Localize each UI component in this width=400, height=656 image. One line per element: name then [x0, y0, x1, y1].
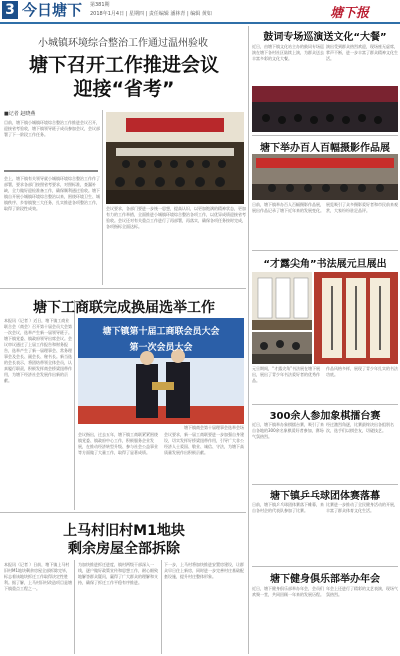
- section-rule: [252, 250, 398, 251]
- calligraphy-photo-left-illustration: [252, 272, 312, 330]
- article-headline: 上马村旧村M1地块: [63, 523, 185, 539]
- article-body: 会议要求，新一届工商联要进一步加强自身建设，切实发挥好桥梁纽带作用，引导广大非公经济人士爱国、敬业、诚信、守法，为塘下高质量发展作出积极贡献。: [164, 432, 244, 455]
- calligraphy-visitors-photo: [252, 332, 312, 364]
- section-rule: [252, 566, 398, 567]
- article-body: 下一步，上马村将加快推进安置房建设，让群众早日住上新房，同时进一步完善村庄基础配套设施，提升村庄整体形象。: [164, 562, 244, 579]
- issue-number: 第381期: [90, 2, 110, 8]
- section-rule: [0, 288, 246, 289]
- article-headline-2: 迎接“省考”: [73, 78, 175, 100]
- column-divider: [74, 300, 75, 510]
- article-body: 近日，由塘下镇文化站主办的鼓词专场巡演在塘下各村社区陆续上演，为群众送去丰富多彩的文化大餐。: [252, 44, 324, 61]
- article-body: 经过激烈角逐，比赛最终决出各组别名次，选手们以棋会友，切磋技艺。: [326, 422, 394, 433]
- article-headline: “才露尖角”书法展元旦展出: [263, 259, 387, 270]
- calligraphy-photo-right-illustration: [314, 272, 398, 364]
- election-photo: [78, 318, 244, 424]
- section-title: 今日塘下: [22, 1, 83, 19]
- calligraphy-photo-right: [314, 272, 398, 364]
- article-headline: 塘下健身俱乐部举办年会: [270, 574, 380, 585]
- calligraphy-photo-left: [252, 272, 312, 330]
- article-body: 会议要求，各部门要进一步统一思想，提高认识，以更加饱满的精神状态，更加有力的工作举措，全面推进小城镇环境综合整治各项工作，以优异成绩迎接省考验收。会议还对有关重点工作进行了再部署，再落实，确保各项任务按时完成，各项指标全面达标。: [106, 206, 246, 229]
- section-rule: [252, 404, 398, 405]
- article-headline-2: 剩余房屋全部拆除: [68, 541, 180, 557]
- article-body: 日前，塘下镇举办百人百幅摄影作品展，展出作品记录了塘下近年来的发展变化。: [252, 202, 324, 213]
- meeting-photo-illustration: [106, 112, 244, 204]
- column-divider: [161, 560, 162, 654]
- section-rule: [252, 135, 398, 136]
- separator: [4, 170, 98, 172]
- meeting-photo: [106, 112, 244, 204]
- article-body: 年会上还进行了精彩的文艺表演，现场气氛热烈。: [326, 586, 398, 597]
- exhibition-photo: [252, 154, 398, 200]
- article-body: 目前，塘下镇小城镇环境综合整治工作推进会议召开，迎接省考验收，塘下镇领导班子成员参加会议，会议部署了下一阶段工作任务。: [4, 120, 100, 137]
- edition-meta: 2018年1月4日 | 星期四 | 责任编辑 潘林青 | 编辑 黄如: [90, 11, 212, 17]
- performance-photo: [252, 86, 398, 132]
- page-number: 3: [2, 1, 18, 19]
- article-headline: 塘下工商联完成换届选举工作: [33, 300, 215, 316]
- column-divider: [102, 110, 103, 285]
- photo-banner-line2: 第一次会员大会: [129, 343, 193, 353]
- article-body: 比赛进一步推动了全民健身活动的开展，丰富了群众体育文化生活。: [326, 502, 398, 513]
- performance-photo-illustration: [252, 86, 398, 132]
- byline: ■记者 赵晓燕: [4, 111, 36, 117]
- article-body: 演出受到群众热烈欢迎，现场座无虚席，掌声不断，进一步丰富了群众精神文化生活。: [326, 44, 398, 61]
- photo-banner-line1: 塘下镇第十届工商联会员大会: [102, 327, 220, 337]
- article-body: 近日，塘下健身俱乐部举办年会，会员们欢聚一堂，共同回顾一年来的发展历程。: [252, 586, 324, 597]
- article-headline: 塘下召开工作推进会议: [28, 54, 219, 76]
- section-rule: [252, 484, 398, 485]
- section-rule: [0, 512, 246, 513]
- article-body: 展览吸引了众多摄影爱好者和市民前来观赏，大家纷纷驻足品评。: [326, 202, 398, 213]
- photo-caption: 塘下镇商会第十届理事会选举会场: [184, 425, 244, 430]
- article-body: 会议指出，过去五年，塘下镇工商联紧紧围绕镇党委、镇政府中心工作，积极服务企业发展，在推动经济转型升级、参与社会公益事业等方面做了大量工作，取得了显著成绩。: [78, 432, 158, 455]
- article-body: 元旦期间，“才露尖角”书法展在塘下展出，展出了青少年书法爱好者的优秀作品。: [252, 366, 321, 383]
- column-divider: [248, 26, 249, 654]
- article-headline: 300余人参加象棋擂台赛: [269, 411, 381, 422]
- newspaper-logo: 塘下报: [330, 6, 370, 21]
- lead-article-head: [0, 26, 246, 110]
- column-divider: [74, 560, 75, 654]
- article-headline: 鼓词专场巡演送文化“大餐”: [263, 32, 387, 43]
- article-body: 作品风格多样，展现了青少年扎实的书法功底。: [326, 366, 398, 377]
- article-body: 会上，塘下镇有关领导就小城镇环境综合整治工作作了部署，要求各部门按照省考要求，对照标准，查漏补缺，全力做好迎检准备工作，确保顺利通过验收。塘下镇自开展小城镇环境综合整治以来，围绕环境卫生、城镇秩序、乡容镇貌三大任务，扎实推进各项整治工作，取得了阶段性成效。: [4, 176, 100, 211]
- article-body: 本报讯（记者 ）日前，塘下镇上马村旧村M1地块剩余房屋全部拆除完毕，标志着该地块拆迁工作取得决定性胜利。据了解，上马村旧村改造项目是塘下镇重点工程之一。: [4, 562, 72, 591]
- article-kicker: 小城镇环境综合整治工作通过温州验收: [38, 38, 208, 49]
- exhibition-photo-illustration: [252, 154, 398, 200]
- article-body: 为加快推进拆迁进度，镇村两级干部深入一线，逐户做好政策宣传和思想工作，耐心细致地解答群众疑问，赢得了广大群众的理解和支持，确保了拆迁工作平稳有序推进。: [78, 562, 158, 585]
- article-headline: 塘下举办百人百幅摄影作品展: [260, 143, 390, 154]
- article-body: 近日，塘下镇举办象棋擂台赛，吸引了来自各地的300余名象棋爱好者参加，赛场气氛热烈。: [252, 422, 324, 439]
- article-headline: 塘下镇乒乓球团体赛落幕: [270, 491, 380, 502]
- article-body: 日前，塘下镇乒乓球团体赛落下帷幕，来自各村企的代表队参加了比赛。: [252, 502, 324, 513]
- calligraphy-visitors-illustration: [252, 332, 312, 364]
- article-body: 本报讯（记者 ）近日，塘下镇工商业联合会（商会）召开第十届会员大会第一次会议，选举产生新一届领导班子。塘下镇党委、镇政府领导出席会议。会议审议通过了上届工作报告和财务报告，选举产生了新一届理事会、常务理事会及会长、副会长、秘书长。新当选的会长表示，将团结带领全体会员，认真履行职责，积极发挥商会桥梁纽带作用，为塘下经济社会发展作出新的贡献。: [4, 318, 72, 383]
